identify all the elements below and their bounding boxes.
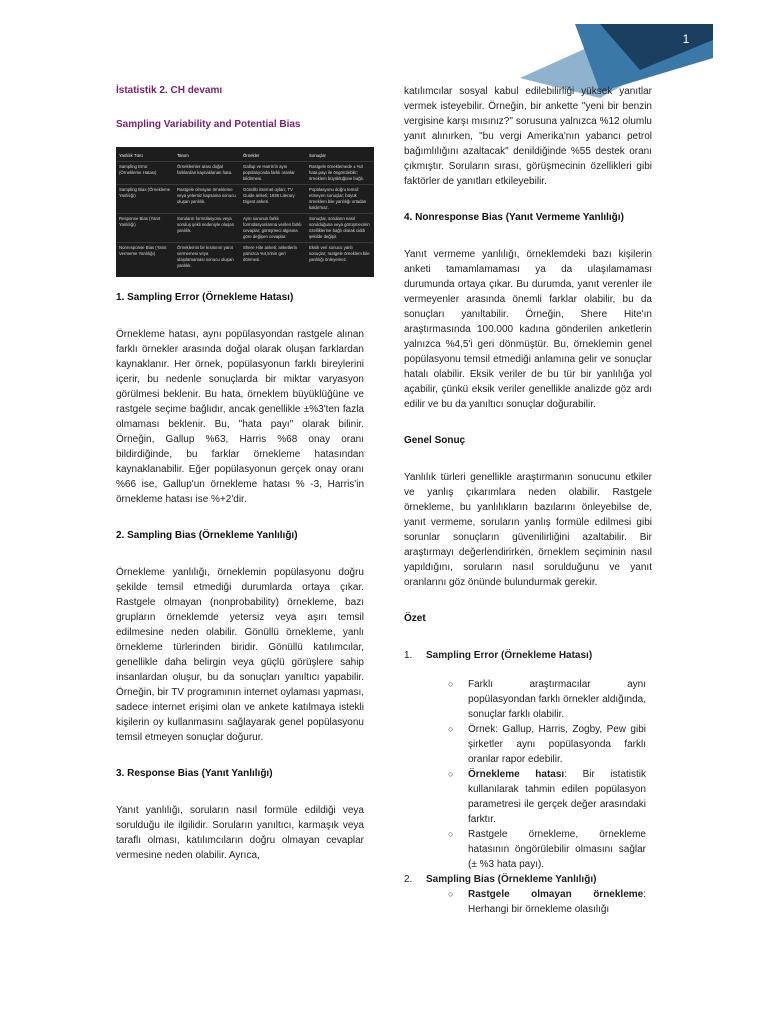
paragraph-nonresponse-bias: Yanıt vermeme yanlılığı, örneklemdeki bazı kişilerin anketi tamamlamaması ya da ulaşılamaması durumunda ortaya çıkar. Bu durumda, yanıt verenler ile vermeyenler arasında önemli farklar olabilir, bu da sonuçları yanıltabilir. Örneğin, Shere Hite'ın araştırmasında 100.000 kadına gönderilen anketlerin yalnızca %4,5'i geri dönmüştür. Bu, örneklemin genel popülasyonu temsil etmediği anlamına gelir ve sonuçlar hatalı olabilir. Eksik veriler de bu tür bir yanlılığa yol açabilir, çünkü eksik veriler genellikle analizde göz ardı edilir ve bu da yanıltıcı sonuçlar doğurabilir.: [404, 249, 652, 410]
summary-bullet-list: [404, 887, 652, 917]
bullet-rest: : Herhangi bir örnekleme olasılığı: [468, 889, 646, 915]
paragraph-response-bias-continued: katılımcılar sosyal kabul edilebilirliği yüksek yanıtlar vermek isteyebilir. Örneğin, bir ankette "yeni bir benzin vergisine karşı mısınız?" sorusuna yalnızca %12 olumlu yanıt alınırken, "bu vergi Amerika'nın yabancı petrol bağımlılığını azaltacak" denildiğinde %55 destek oranı çıkmıştır. Soruların sırası, görüşmecinin özellikleri gibi faktörler de yanıtları etkileyebilir.: [404, 86, 652, 187]
right-column: [404, 84, 652, 917]
table-cell: Rastgele olmayan örnekleme veya yetersiz kapsama sonucu oluşan yanlılık.: [174, 185, 240, 214]
bullet-text: Örnek: Gallup, Harris, Zogby, Pew gibi şirketler aynı popülasyonda farklı oranlar rapor edebilir.: [468, 724, 646, 765]
bullet-text: [468, 767, 646, 827]
table-cell: Popülasyonu doğru temsil etmeyen sonuçlar; büyük örneklem bile yanlılığı ortadan kaldırmaz.: [306, 185, 374, 214]
summary-item-title: Sampling Error (Örnekleme Hatası): [426, 650, 593, 661]
bullet-text: Rastgele örnekleme, örnekleme hatasının öngörülebilir olmasını sağlar (± %3 hata payı).: [468, 829, 646, 870]
bullet-bold-term: Örnekleme hatası: [468, 769, 565, 780]
list-item: [404, 887, 652, 917]
paragraph-general-conclusion: Yanlılık türleri genellikle araştırmanın sonucunu etkiler ve yanlış çıkarımlara neden olabilir. Rastgele örnekleme, bu yanlılıkların bazılarını önleyebilse de, yanıt vermeme, soruların yanlış formüle edilmesi gibi sorunlar sonuçların güvenilirliğini azaltabilir. Bir araştırmayı değerlendirirken, örneklem seçiminin nasıl yapıldığını, soruların nasıl sorulduğunu ve yanıt oranlarını göz önünde bulundurmak gerekir.: [404, 472, 652, 588]
table-row: [116, 214, 374, 243]
section-heading-sampling-bias: 2. Sampling Bias (Örnekleme Yanlılığı): [116, 530, 298, 541]
table-header: Örnekler: [243, 153, 260, 158]
table-cell: Nonresponse Bias (Yanıt Vermeme Yanlılığı): [116, 243, 174, 272]
table-cell: Örneklemler arası doğal farklardan kaynaklanan hata.: [174, 162, 240, 185]
section-heading-summary: Özet: [404, 613, 426, 624]
section-title: Sampling Variability and Potential Bias: [116, 119, 301, 130]
list-item: [404, 677, 652, 722]
table-header-row: [116, 151, 374, 162]
summary-item-number: 2.: [404, 874, 413, 885]
hollow-bullet-icon: ○: [448, 769, 454, 779]
section-heading-general-conclusion: Genel Sonuç: [404, 435, 466, 446]
section-heading-nonresponse-bias: 4. Nonresponse Bias (Yanıt Vermeme Yanlılığı): [404, 212, 624, 223]
list-item: [404, 722, 652, 767]
table-cell: Shere Hite anketi; anketlerin yalnızca %4,5'inin geri dönmesi.: [240, 243, 306, 272]
table-cell: Soruların formülasyonu veya soruluş şekli nedeniyle oluşan yanlılık.: [174, 214, 240, 243]
table-cell: Response Bias (Yanıt Yanlılığı): [116, 214, 174, 243]
table-row: [116, 162, 374, 185]
table-cell: Gallup ve Harris'in aynı popülasyonda farklı oranlar bildirmesi.: [240, 162, 306, 185]
summary-item: [404, 872, 652, 887]
list-item: [404, 827, 652, 872]
bullet-text: Farklı araştırmacılar aynı popülasyondan farklı örnekler aldığında, sonuçlar farklı olabilir.: [468, 679, 646, 720]
summary-bullet-list: [404, 677, 652, 872]
paragraph-response-bias: Yanıt yanlılığı, soruların nasıl formüle edildiği veya sorulduğu ile ilgilidir. Soruların yanıltıcı, karmaşık veya taraflı olması, katılımcıların doğru olmayan cevaplar vermesine neden olabilir. Ayrıca,: [116, 805, 364, 861]
paragraph-sampling-error: Örnekleme hatası, aynı popülasyondan rastgele alınan farklı örnekler arasında doğal olarak oluşan farklardan kaynaklanır. Her örnek, popülasyonun farklı bireylerini içerir, bu nedenle sonuçlarda bir miktar varyasyon görülmesi beklenir. Bu hata, örneklem büyüklüğüne ve rastgele seçime bağlıdır, ancak genellikle ±%3'ten fazla olmaması beklenir. Bu, "hata payı" olarak bilinir. Örneğin, Gallup %63, Harris %68 onay oranı bildirdiğinde, bu farklar örnekleme hatasından kaynaklanabilir. Eğer popülasyonun gerçek onay oranı %66 ise, Gallup'un örnekleme hatası % -3, Harris'in örnekleme hatası ise %+2'dir.: [116, 329, 364, 505]
hollow-bullet-icon: ○: [448, 679, 454, 689]
hollow-bullet-icon: ○: [448, 889, 454, 899]
bullet-rest: : Bir istatistik kullanılarak tahmin edilen popülasyon parametresi ile gerçek değer arasındaki farktır.: [468, 769, 647, 825]
bullet-bold-term: Rastgele olmayan örnekleme: [468, 889, 644, 900]
table-cell: Sonuçlar, soruların nasıl sorulduğuna veya görüşmecinin özelliklerine bağlı olarak ciddi şekilde değişir.: [306, 214, 374, 243]
bias-summary-table: [116, 147, 374, 277]
hollow-bullet-icon: ○: [448, 829, 454, 839]
list-item: [404, 767, 652, 827]
hollow-bullet-icon: ○: [448, 724, 454, 734]
table-cell: Sampling Error (Örnekleme Hatası): [116, 162, 174, 185]
table-cell: Rastgele örneklemede ± %3 hata payı ile öngörülebilir; örneklem büyüklüğüne bağlı.: [306, 162, 374, 185]
table-cell: Eksik veri sonucu yanlı sonuçlar; rastgele örneklem bile yanlılığı önleyemez.: [306, 243, 374, 272]
summary-item-number: 1.: [404, 650, 413, 661]
page-number: 1: [682, 32, 690, 46]
summary-item: [404, 648, 652, 663]
table-row: [116, 185, 374, 214]
section-heading-response-bias: 3. Response Bias (Yanıt Yanlılığı): [116, 768, 273, 779]
table-cell: Sampling Bias (Örnekleme Yanlılığı): [116, 185, 174, 214]
table-header: Yanlılık Türü: [119, 153, 143, 158]
document-title: İstatistik 2. CH devamı: [116, 85, 223, 96]
summary-item-title: Sampling Bias (Örnekleme Yanlılığı): [426, 874, 597, 885]
table-header: Tanım: [177, 153, 189, 158]
table-header: Sonuçlar: [309, 153, 326, 158]
table-cell: Örneklemin bir kısmının yanıt vermemesi veya ulaşılamaması sonucu oluşan yanlılık.: [174, 243, 240, 272]
section-heading-sampling-error: 1. Sampling Error (Örnekleme Hatası): [116, 292, 294, 303]
bullet-text: [468, 887, 646, 917]
table-cell: Gönüllü internet oyları; TV Guide anketi; 1936 Literary Digest anketi.: [240, 185, 306, 214]
paragraph-sampling-bias: Örnekleme yanlılığı, örneklemin popülasyonu doğru şekilde temsil etmediği durumlarda ortaya çıkar. Rastgele olmayan (nonprobability) örnekleme, bazı grupların örneklemde yetersiz veya aşırı temsil edilmesine neden olabilir. Gönüllü örnekleme, yanlı örnekleme türlerinden biridir. Gönüllü katılımcılar, genellikle daha belirgin veya güçlü görüşlere sahip insanlardan oluşur, bu da sonuçları yanıltıcı yapabilir. Örneğin, bir TV programının internet oylaması yapması, sadece internet erişimi olan ve ankete katılmaya istekli kişilerin oy kullanmasını sağlayarak genel popülasyonu temsil etmeyen sonuçlar doğurur.: [116, 567, 364, 743]
table-cell: Aynı sorunun farklı formülasyonlarına verilen farklı cevaplar; görüşmeci algısına göre değişen cevaplar.: [240, 214, 306, 243]
left-column: [116, 84, 370, 863]
table-row: [116, 243, 374, 272]
